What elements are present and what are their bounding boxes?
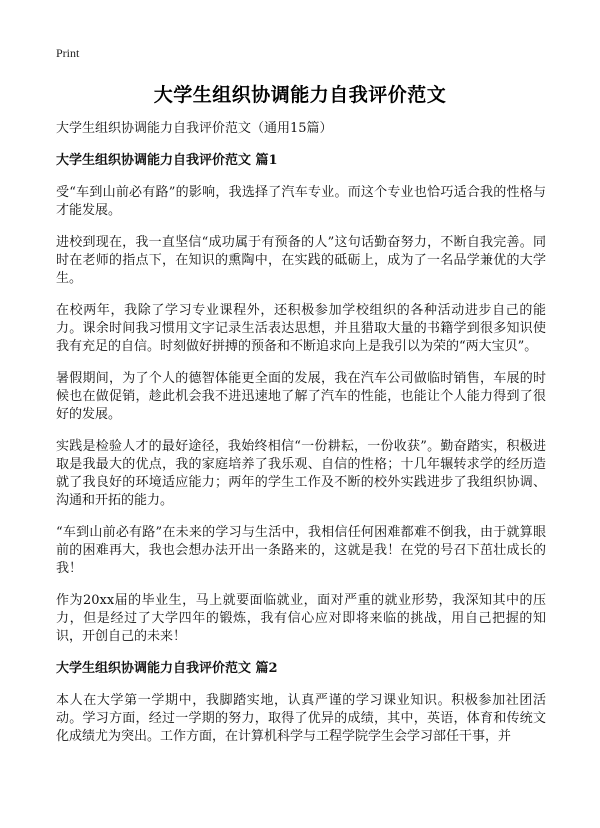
- paragraph: 暑假期间，为了个人的德智体能更全面的发展，我在汽车公司做临时销售，车展的时候也在做促销，趁此机会我不进迅速地了解了汽车的性能，也能让个人能力得到了很好的发展。: [56, 371, 546, 422]
- paragraph: “车到山前必有路”在未来的学习与生活中，我相信任何困难都难不倒我，由于就算眼前的困难再大，我也会想办法开出一条路来的，这就是我！在党的号召下茁壮成长的我！: [56, 525, 546, 576]
- paragraph: 受“车到山前必有路”的影响，我选择了汽车专业。而这个专业也恰巧适合我的性格与才能发展。: [56, 185, 546, 218]
- paragraph: 在校两年，我除了学习专业课程外，还积极参加学校组织的各种活动进步自己的能力。课余时间我习惯用文字记录生活表达思想，并且猎取大量的书籍学到很多知识使我有充足的自信。时刻做好拼搏的预备和不断追求向上是我引以为荣的“两大宝贝”。: [56, 303, 546, 354]
- paragraph: 作为20xx届的毕业生，马上就要面临就业，面对严重的就业形势，我深知其中的压力，但是经过了大学四年的锻炼，我有信心应对即将来临的挑战，用自己把握的知识，开创自己的未来！: [56, 593, 546, 644]
- section-heading-1: 大学生组织协调能力自我评价范文 篇1: [56, 153, 278, 168]
- section-heading-2: 大学生组织协调能力自我评价范文 篇2: [56, 661, 278, 676]
- document-subtitle: 大学生组织协调能力自我评价范文（通用15篇）: [56, 121, 333, 136]
- paragraph: 本人在大学第一学期中，我脚踏实地，认真严谨的学习课业知识。积极参加社团活动。学习方面，经过一学期的努力，取得了优异的成绩，其中，英语，体育和传统文化成绩尤为突出。工作方面，在计算机科学与工程学院学生会学习部任干事，并: [56, 693, 546, 744]
- document-title: 大学生组织协调能力自我评价范文: [153, 84, 447, 106]
- paragraph: 进校到现在，我一直坚信“成功属于有预备的人”这句话勤奋努力，不断自我完善。同时在老师的指点下，在知识的熏陶中，在实践的砥砺上，成为了一名品学兼优的大学生。: [56, 235, 546, 286]
- print-link[interactable]: Print: [56, 46, 80, 60]
- document-body: [56, 120, 546, 760]
- paragraph: 实践是检验人才的最好途径，我始终相信“一份耕耘，一份收获”。勤奋踏实，积极进取是我最大的优点，我的家庭培养了我乐观、自信的性格；十几年辗转求学的经历造就了我良好的环境适应能力；两年的学生工作及不断的校外实践进步了我组织协调、沟通和开拓的能力。: [56, 439, 546, 508]
